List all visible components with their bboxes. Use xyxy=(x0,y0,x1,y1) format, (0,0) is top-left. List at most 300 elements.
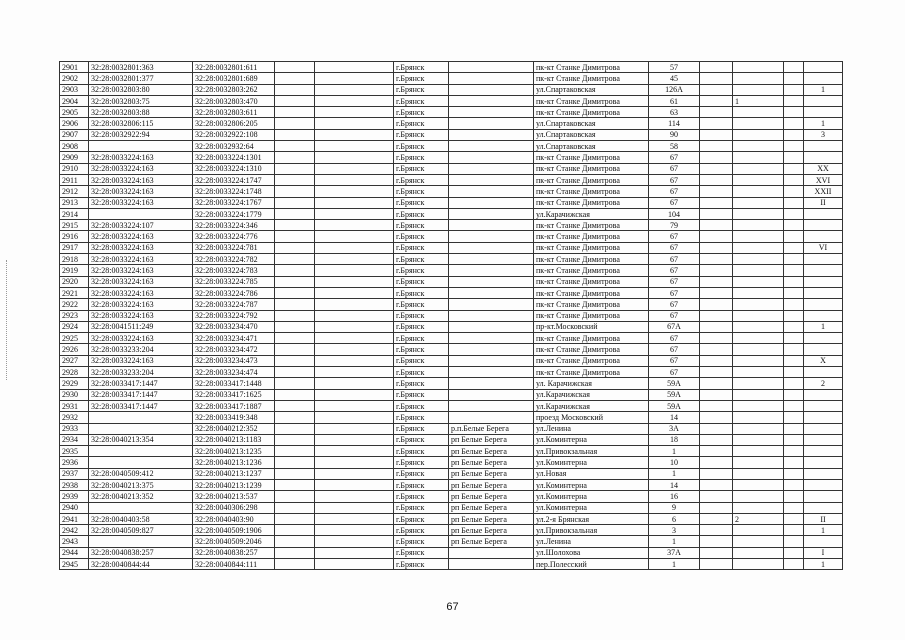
settlement-cell xyxy=(449,265,534,276)
house-number-cell: 90 xyxy=(649,129,700,140)
cadastral-number-cell: 32:28:0040403:58 xyxy=(89,513,193,524)
city-cell: г.Брянск xyxy=(394,186,449,197)
street-cell: проезд Московский xyxy=(534,412,649,423)
building-cell xyxy=(733,344,784,355)
street-cell: пк-кт Станке Димитрова xyxy=(534,174,649,185)
empty-cell xyxy=(315,186,394,197)
object-cadastral-number-cell: 32:28:0033224:792 xyxy=(193,310,275,321)
city-cell: г.Брянск xyxy=(394,446,449,457)
building-cell: 1 xyxy=(733,95,784,106)
table-row xyxy=(60,321,843,332)
table-row xyxy=(60,434,843,445)
building-cell xyxy=(733,107,784,118)
empty-cell xyxy=(784,502,804,513)
settlement-cell xyxy=(449,197,534,208)
premise-cell xyxy=(804,208,843,219)
premise-cell: XXII xyxy=(804,186,843,197)
cadastral-number-cell: 32:28:0032801:363 xyxy=(89,62,193,73)
premise-cell xyxy=(804,333,843,344)
empty-cell xyxy=(315,84,394,95)
empty-cell xyxy=(275,367,315,378)
empty-cell xyxy=(315,220,394,231)
cadastral-number-cell: 32:28:0033224:163 xyxy=(89,152,193,163)
city-cell: г.Брянск xyxy=(394,434,449,445)
cadastral-number-cell: 32:28:0033224:163 xyxy=(89,242,193,253)
settlement-cell: рп Белые Берега xyxy=(449,536,534,547)
house-number-cell: 59А xyxy=(649,400,700,411)
premise-cell: VI xyxy=(804,242,843,253)
row-number-cell: 2943 xyxy=(60,536,89,547)
empty-cell xyxy=(315,547,394,558)
house-number-cell: 67 xyxy=(649,254,700,265)
settlement-cell xyxy=(449,547,534,558)
empty-cell xyxy=(315,95,394,106)
empty-cell xyxy=(700,457,733,468)
object-cadastral-number-cell: 32:28:0033224:1310 xyxy=(193,163,275,174)
row-number-cell: 2939 xyxy=(60,491,89,502)
object-cadastral-number-cell: 32:28:0033224:782 xyxy=(193,254,275,265)
empty-cell xyxy=(700,186,733,197)
city-cell: г.Брянск xyxy=(394,129,449,140)
building-cell xyxy=(733,321,784,332)
empty-cell xyxy=(275,141,315,152)
city-cell: г.Брянск xyxy=(394,310,449,321)
table-row xyxy=(60,242,843,253)
cadastral-number-cell: 32:28:0033417:1447 xyxy=(89,378,193,389)
empty-cell xyxy=(700,141,733,152)
house-number-cell: 67 xyxy=(649,367,700,378)
settlement-cell xyxy=(449,333,534,344)
row-number-cell: 2905 xyxy=(60,107,89,118)
empty-cell xyxy=(784,479,804,490)
empty-cell xyxy=(315,344,394,355)
table-row xyxy=(60,220,843,231)
row-number-cell: 2920 xyxy=(60,276,89,287)
settlement-cell xyxy=(449,208,534,219)
row-number-cell: 2924 xyxy=(60,321,89,332)
row-number-cell: 2931 xyxy=(60,400,89,411)
empty-cell xyxy=(784,254,804,265)
table-row xyxy=(60,423,843,434)
empty-cell xyxy=(784,95,804,106)
house-number-cell: 1 xyxy=(649,536,700,547)
empty-cell xyxy=(275,333,315,344)
settlement-cell: рп Белые Берега xyxy=(449,468,534,479)
house-number-cell: 59А xyxy=(649,378,700,389)
premise-cell: II xyxy=(804,197,843,208)
empty-cell xyxy=(700,129,733,140)
building-cell xyxy=(733,479,784,490)
cadastral-number-cell: 32:28:0040509:412 xyxy=(89,468,193,479)
settlement-cell xyxy=(449,220,534,231)
object-cadastral-number-cell: 32:28:0040213:1236 xyxy=(193,457,275,468)
settlement-cell xyxy=(449,118,534,129)
row-number-cell: 2910 xyxy=(60,163,89,174)
premise-cell: I xyxy=(804,547,843,558)
empty-cell xyxy=(315,479,394,490)
object-cadastral-number-cell: 32:28:0040306:298 xyxy=(193,502,275,513)
cadastral-number-cell: 32:28:0033224:163 xyxy=(89,254,193,265)
object-cadastral-number-cell: 32:28:0032803:262 xyxy=(193,84,275,95)
empty-cell xyxy=(784,242,804,253)
cadastral-number-cell: 32:28:0040838:257 xyxy=(89,547,193,558)
object-cadastral-number-cell: 32:28:0033417:1887 xyxy=(193,400,275,411)
cadastral-number-cell xyxy=(89,423,193,434)
settlement-cell xyxy=(449,321,534,332)
city-cell: г.Брянск xyxy=(394,412,449,423)
house-number-cell: 67 xyxy=(649,163,700,174)
empty-cell xyxy=(275,152,315,163)
house-number-cell: 67 xyxy=(649,242,700,253)
object-cadastral-number-cell: 32:28:0040212:352 xyxy=(193,423,275,434)
street-cell: пк-кт Станке Димитрова xyxy=(534,73,649,84)
empty-cell xyxy=(275,457,315,468)
premise-cell: 1 xyxy=(804,321,843,332)
empty-cell xyxy=(700,208,733,219)
house-number-cell: 67 xyxy=(649,344,700,355)
empty-cell xyxy=(784,174,804,185)
empty-cell xyxy=(275,287,315,298)
premise-cell: XX xyxy=(804,163,843,174)
street-cell: пк-кт Станке Димитрова xyxy=(534,186,649,197)
building-cell xyxy=(733,378,784,389)
cadastral-number-cell xyxy=(89,446,193,457)
empty-cell xyxy=(315,299,394,310)
empty-cell xyxy=(315,355,394,366)
house-number-cell: 6 xyxy=(649,513,700,524)
cadastral-number-cell: 32:28:0033224:163 xyxy=(89,186,193,197)
premise-cell xyxy=(804,423,843,434)
house-number-cell: 67 xyxy=(649,197,700,208)
building-cell xyxy=(733,242,784,253)
object-cadastral-number-cell: 32:28:0040509:2046 xyxy=(193,536,275,547)
premise-cell xyxy=(804,491,843,502)
building-cell xyxy=(733,186,784,197)
empty-cell xyxy=(315,468,394,479)
cadastral-number-cell: 32:28:0040213:354 xyxy=(89,434,193,445)
premise-cell xyxy=(804,276,843,287)
street-cell: пк-кт Станке Димитрова xyxy=(534,367,649,378)
empty-cell xyxy=(275,344,315,355)
cadastral-number-cell: 32:28:0032806:115 xyxy=(89,118,193,129)
cadastral-number-cell: 32:28:0033224:163 xyxy=(89,231,193,242)
building-cell xyxy=(733,559,784,570)
city-cell: г.Брянск xyxy=(394,547,449,558)
street-cell: пер.Полесский xyxy=(534,559,649,570)
cadastral-number-cell: 32:28:0033233:204 xyxy=(89,367,193,378)
house-number-cell: 3А xyxy=(649,423,700,434)
house-number-cell: 67 xyxy=(649,186,700,197)
empty-cell xyxy=(315,197,394,208)
house-number-cell: 45 xyxy=(649,73,700,84)
empty-cell xyxy=(315,129,394,140)
building-cell xyxy=(733,220,784,231)
object-cadastral-number-cell: 32:28:0040213:537 xyxy=(193,491,275,502)
empty-cell xyxy=(315,446,394,457)
city-cell: г.Брянск xyxy=(394,208,449,219)
street-cell: пк-кт Станке Димитрова xyxy=(534,95,649,106)
street-cell: пк-кт Станке Димитрова xyxy=(534,220,649,231)
settlement-cell: рп Белые Берега xyxy=(449,491,534,502)
house-number-cell: 67 xyxy=(649,231,700,242)
empty-cell xyxy=(275,491,315,502)
city-cell: г.Брянск xyxy=(394,95,449,106)
house-number-cell: 67 xyxy=(649,355,700,366)
empty-cell xyxy=(784,355,804,366)
house-number-cell: 3 xyxy=(649,525,700,536)
empty-cell xyxy=(700,333,733,344)
row-number-cell: 2933 xyxy=(60,423,89,434)
empty-cell xyxy=(275,231,315,242)
empty-cell xyxy=(275,107,315,118)
city-cell: г.Брянск xyxy=(394,491,449,502)
empty-cell xyxy=(784,186,804,197)
settlement-cell xyxy=(449,62,534,73)
table-row xyxy=(60,174,843,185)
premise-cell xyxy=(804,412,843,423)
object-cadastral-number-cell: 32:28:0033234:471 xyxy=(193,333,275,344)
settlement-cell xyxy=(449,152,534,163)
street-cell: пк-кт Станке Димитрова xyxy=(534,333,649,344)
city-cell: г.Брянск xyxy=(394,73,449,84)
row-number-cell: 2932 xyxy=(60,412,89,423)
cadastral-number-cell xyxy=(89,141,193,152)
house-number-cell: 104 xyxy=(649,208,700,219)
city-cell: г.Брянск xyxy=(394,502,449,513)
street-cell: пк-кт Станке Димитрова xyxy=(534,276,649,287)
cadastral-number-cell: 32:28:0041511:249 xyxy=(89,321,193,332)
object-cadastral-number-cell: 32:28:0033234:470 xyxy=(193,321,275,332)
empty-cell xyxy=(315,118,394,129)
city-cell: г.Брянск xyxy=(394,378,449,389)
object-cadastral-number-cell: 32:28:0033419:348 xyxy=(193,412,275,423)
empty-cell xyxy=(700,254,733,265)
object-cadastral-number-cell: 32:28:0040509:1906 xyxy=(193,525,275,536)
table-row xyxy=(60,389,843,400)
premise-cell xyxy=(804,434,843,445)
empty-cell xyxy=(275,174,315,185)
settlement-cell xyxy=(449,163,534,174)
empty-cell xyxy=(700,434,733,445)
house-number-cell: 126А xyxy=(649,84,700,95)
empty-cell xyxy=(784,513,804,524)
empty-cell xyxy=(700,547,733,558)
row-number-cell: 2902 xyxy=(60,73,89,84)
empty-cell xyxy=(315,73,394,84)
cadastral-number-cell: 32:28:0032803:80 xyxy=(89,84,193,95)
building-cell xyxy=(733,287,784,298)
house-number-cell: 114 xyxy=(649,118,700,129)
empty-cell xyxy=(784,231,804,242)
building-cell xyxy=(733,84,784,95)
empty-cell xyxy=(700,321,733,332)
empty-cell xyxy=(315,310,394,321)
empty-cell xyxy=(275,400,315,411)
empty-cell xyxy=(275,479,315,490)
house-number-cell: 67 xyxy=(649,333,700,344)
street-cell: пк-кт Станке Димитрова xyxy=(534,242,649,253)
empty-cell xyxy=(700,310,733,321)
city-cell: г.Брянск xyxy=(394,479,449,490)
row-number-cell: 2922 xyxy=(60,299,89,310)
empty-cell xyxy=(700,299,733,310)
table-row xyxy=(60,468,843,479)
house-number-cell: 1 xyxy=(649,446,700,457)
empty-cell xyxy=(784,62,804,73)
premise-cell xyxy=(804,141,843,152)
premise-cell xyxy=(804,367,843,378)
city-cell: г.Брянск xyxy=(394,457,449,468)
building-cell xyxy=(733,141,784,152)
street-cell: ул.Коминтерна xyxy=(534,434,649,445)
empty-cell xyxy=(700,412,733,423)
table-row xyxy=(60,479,843,490)
empty-cell xyxy=(315,265,394,276)
premise-cell xyxy=(804,344,843,355)
empty-cell xyxy=(315,559,394,570)
object-cadastral-number-cell: 32:28:0033417:1625 xyxy=(193,389,275,400)
empty-cell xyxy=(784,163,804,174)
empty-cell xyxy=(315,254,394,265)
cadastral-number-cell: 32:28:0033224:163 xyxy=(89,287,193,298)
house-number-cell: 9 xyxy=(649,502,700,513)
building-cell xyxy=(733,208,784,219)
building-cell xyxy=(733,118,784,129)
premise-cell: II xyxy=(804,513,843,524)
street-cell: ул.Спартаковская xyxy=(534,84,649,95)
cadastral-number-cell: 32:28:0033224:163 xyxy=(89,197,193,208)
empty-cell xyxy=(275,84,315,95)
house-number-cell: 16 xyxy=(649,491,700,502)
table-row xyxy=(60,265,843,276)
city-cell: г.Брянск xyxy=(394,559,449,570)
empty-cell xyxy=(275,197,315,208)
empty-cell xyxy=(275,355,315,366)
cadastral-number-cell: 32:28:0033224:163 xyxy=(89,299,193,310)
settlement-cell xyxy=(449,242,534,253)
city-cell: г.Брянск xyxy=(394,299,449,310)
empty-cell xyxy=(315,389,394,400)
city-cell: г.Брянск xyxy=(394,276,449,287)
empty-cell xyxy=(700,62,733,73)
street-cell: ул.Привокзальная xyxy=(534,446,649,457)
table-row xyxy=(60,129,843,140)
empty-cell xyxy=(315,62,394,73)
city-cell: г.Брянск xyxy=(394,525,449,536)
row-number-cell: 2929 xyxy=(60,378,89,389)
empty-cell xyxy=(784,423,804,434)
empty-cell xyxy=(784,152,804,163)
row-number-cell: 2945 xyxy=(60,559,89,570)
cadastral-number-cell: 32:28:0033224:163 xyxy=(89,276,193,287)
empty-cell xyxy=(315,378,394,389)
settlement-cell xyxy=(449,367,534,378)
building-cell xyxy=(733,434,784,445)
premise-cell xyxy=(804,265,843,276)
empty-cell xyxy=(700,513,733,524)
table-row xyxy=(60,208,843,219)
house-number-cell: 67 xyxy=(649,310,700,321)
premise-cell xyxy=(804,107,843,118)
empty-cell xyxy=(315,287,394,298)
cadastral-number-cell: 32:28:0032922:94 xyxy=(89,129,193,140)
settlement-cell xyxy=(449,73,534,84)
empty-cell xyxy=(315,242,394,253)
empty-cell xyxy=(784,321,804,332)
empty-cell xyxy=(315,208,394,219)
empty-cell xyxy=(275,378,315,389)
table-row xyxy=(60,412,843,423)
cadastral-number-cell: 32:28:0032803:88 xyxy=(89,107,193,118)
city-cell: г.Брянск xyxy=(394,231,449,242)
house-number-cell: 10 xyxy=(649,457,700,468)
row-number-cell: 2938 xyxy=(60,479,89,490)
premise-cell xyxy=(804,299,843,310)
street-cell: ул.Спартаковская xyxy=(534,129,649,140)
settlement-cell: рп Белые Берега xyxy=(449,525,534,536)
city-cell: г.Брянск xyxy=(394,513,449,524)
row-number-cell: 2928 xyxy=(60,367,89,378)
city-cell: г.Брянск xyxy=(394,355,449,366)
table-row xyxy=(60,118,843,129)
street-cell: ул.Коминтерна xyxy=(534,479,649,490)
empty-cell xyxy=(315,141,394,152)
house-number-cell: 14 xyxy=(649,412,700,423)
empty-cell xyxy=(315,333,394,344)
object-cadastral-number-cell: 32:28:0040403:90 xyxy=(193,513,275,524)
empty-cell xyxy=(315,276,394,287)
empty-cell xyxy=(700,355,733,366)
empty-cell xyxy=(700,84,733,95)
settlement-cell: рп Белые Берега xyxy=(449,513,534,524)
empty-cell xyxy=(315,457,394,468)
object-cadastral-number-cell: 32:28:0040844:111 xyxy=(193,559,275,570)
table-row xyxy=(60,95,843,106)
empty-cell xyxy=(784,400,804,411)
house-number-cell: 67 xyxy=(649,276,700,287)
house-number-cell: 59А xyxy=(649,389,700,400)
empty-cell xyxy=(700,536,733,547)
empty-cell xyxy=(315,423,394,434)
row-number-cell: 2925 xyxy=(60,333,89,344)
row-number-cell: 2937 xyxy=(60,468,89,479)
premise-cell xyxy=(804,468,843,479)
settlement-cell xyxy=(449,355,534,366)
row-number-cell: 2923 xyxy=(60,310,89,321)
building-cell xyxy=(733,254,784,265)
building-cell xyxy=(733,163,784,174)
row-number-cell: 2906 xyxy=(60,118,89,129)
settlement-cell xyxy=(449,389,534,400)
empty-cell xyxy=(275,412,315,423)
building-cell xyxy=(733,333,784,344)
empty-cell xyxy=(700,152,733,163)
cadastral-number-cell xyxy=(89,208,193,219)
empty-cell xyxy=(784,547,804,558)
object-cadastral-number-cell: 32:28:0033224:1748 xyxy=(193,186,275,197)
house-number-cell: 67 xyxy=(649,174,700,185)
building-cell xyxy=(733,174,784,185)
street-cell: пк-кт Станке Димитрова xyxy=(534,197,649,208)
settlement-cell xyxy=(449,129,534,140)
empty-cell xyxy=(700,525,733,536)
table-row xyxy=(60,446,843,457)
object-cadastral-number-cell: 32:28:0033224:1747 xyxy=(193,174,275,185)
street-cell: пк-кт Станке Димитрова xyxy=(534,299,649,310)
city-cell: г.Брянск xyxy=(394,254,449,265)
object-cadastral-number-cell: 32:28:0033224:787 xyxy=(193,299,275,310)
empty-cell xyxy=(784,276,804,287)
